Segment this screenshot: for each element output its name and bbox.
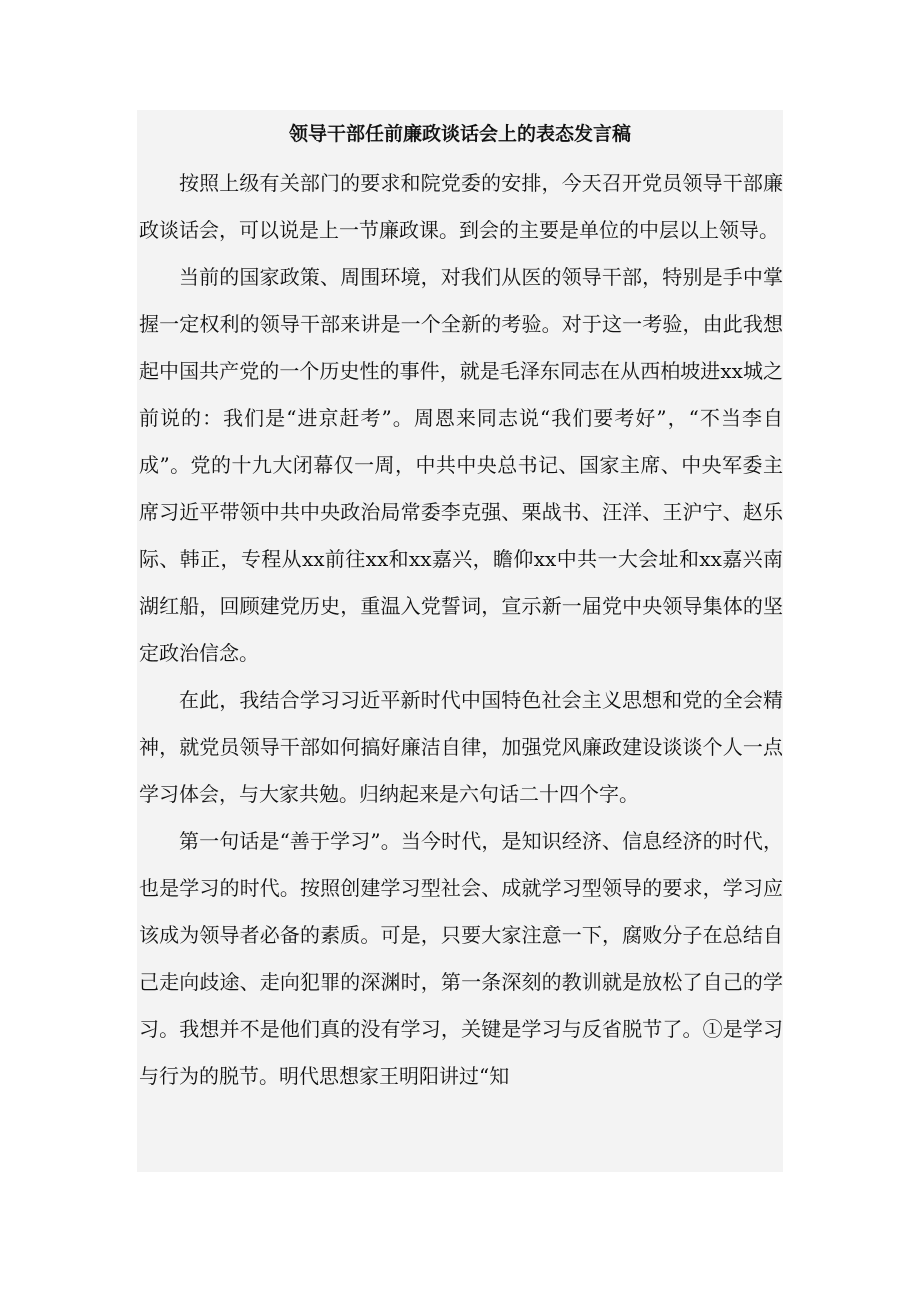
- document-body: [139, 160, 783, 1100]
- paragraph-2: 当前的国家政策、周围环境，对我们从医的领导干部，特别是手中掌握一定权利的领导干部来讲是一个全新的考验。对于这一考验，由此我想起中国共产党的一个历史性的事件，就是毛泽东同志在从西柏坡进xx城之前说的：我们是“进京赶考”。周恩来同志说“我们要考好”，“不当李自成”。党的十九大闭幕仅一周，中共中央总书记、国家主席、中央军委主席习近平带领中共中央政治局常委李克强、栗战书、汪洋、王沪宁、赵乐际、韩正，专程从xx前往xx和xx嘉兴，瞻仰xx中共一大会址和xx嘉兴南湖红船，回顾建党历史，重温入党誓词，宣示新一届党中央领导集体的坚定政治信念。: [139, 265, 783, 665]
- document-title: 领导干部任前廉政谈话会上的表态发言稿: [288, 123, 631, 145]
- paragraph-3: 在此，我结合学习习近平新时代中国特色社会主义思想和党的全会精神，就党员领导干部如何搞好廉洁自律，加强党风廉政建设谈谈个人一点学习体会，与大家共勉。归纳起来是六句话二十四个字。: [139, 688, 783, 806]
- paragraph-1: 按照上级有关部门的要求和院党委的安排，今天召开党员领导干部廉政谈话会，可以说是上一节廉政课。到会的主要是单位的中层以上领导。: [139, 171, 783, 242]
- paragraph-4: 第一句话是“善于学习”。当今时代，是知识经济、信息经济的时代，也是学习的时代。按照创建学习型社会、成就学习型领导的要求，学习应该成为领导者必备的素质。可是，只要大家注意一下，腐败分子在总结自己走向歧途、走向犯罪的深渊时，第一条深刻的教训就是放松了自己的学习。我想并不是他们真的没有学习，关键是学习与反省脱节了。①是学习与行为的脱节。明代思想家王明阳讲过“知: [139, 829, 783, 1088]
